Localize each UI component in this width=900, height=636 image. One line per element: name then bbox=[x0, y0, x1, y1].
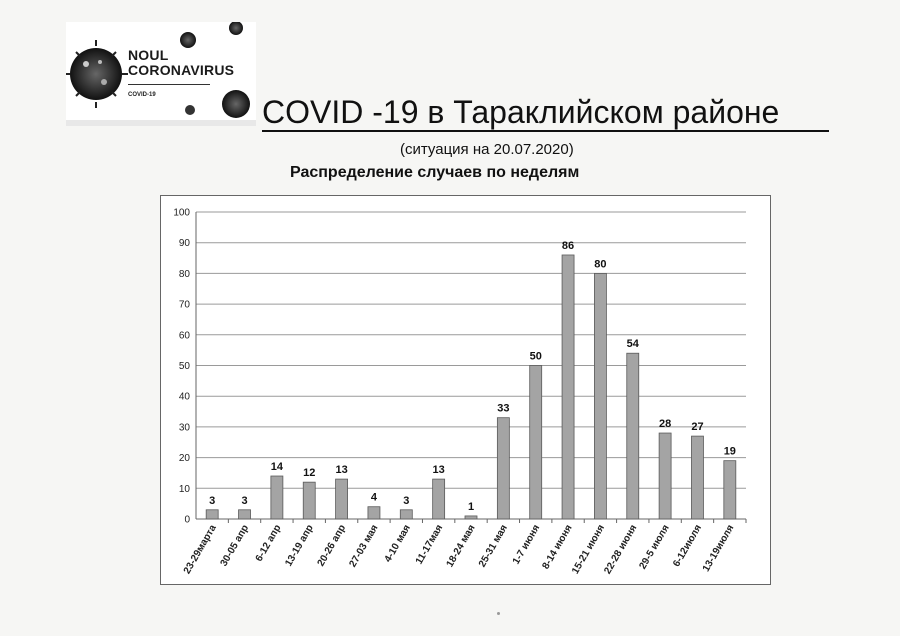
x-tick-label: 1-7 июня bbox=[510, 523, 543, 567]
chart-title: Распределение случаев по неделям bbox=[290, 164, 580, 181]
y-tick-label: 70 bbox=[178, 299, 190, 311]
bar bbox=[530, 366, 542, 520]
data-label: 4 bbox=[370, 491, 378, 504]
x-tick-label: 13-19 апр bbox=[283, 523, 316, 569]
x-tick-label: 22-28 июня bbox=[602, 523, 640, 577]
logo-title bbox=[128, 48, 234, 78]
data-label: 3 bbox=[209, 494, 216, 507]
scan-speck bbox=[497, 612, 500, 615]
data-label: 14 bbox=[270, 461, 284, 474]
x-tick-label: 29-5 июля bbox=[637, 523, 672, 572]
title-underline bbox=[262, 130, 829, 132]
y-tick-label: 100 bbox=[173, 207, 190, 219]
data-label: 86 bbox=[561, 239, 575, 252]
x-tick-label: 27-03 мая bbox=[347, 523, 381, 570]
x-tick-label: 4-10 мая bbox=[382, 523, 413, 565]
bar bbox=[724, 461, 736, 519]
data-label: 19 bbox=[723, 445, 736, 458]
chart-area bbox=[160, 195, 771, 585]
bar bbox=[594, 273, 606, 519]
bar bbox=[465, 516, 477, 519]
x-tick-label: 15-21 июня bbox=[570, 523, 608, 577]
bar bbox=[400, 510, 412, 519]
bar-chart bbox=[161, 196, 770, 584]
y-tick-label: 40 bbox=[178, 391, 190, 403]
noul-coronavirus-logo bbox=[66, 22, 256, 126]
logo-subtitle: COVID-19 bbox=[128, 92, 156, 98]
bar bbox=[336, 479, 348, 519]
y-tick-label: 10 bbox=[178, 483, 190, 495]
bar bbox=[368, 507, 380, 519]
bar bbox=[433, 479, 445, 519]
logo-divider bbox=[128, 84, 210, 85]
data-label: 1 bbox=[467, 500, 475, 513]
data-label: 27 bbox=[691, 421, 704, 434]
data-label: 28 bbox=[658, 418, 672, 431]
bar bbox=[497, 418, 509, 519]
data-label: 13 bbox=[335, 464, 348, 477]
y-tick-label: 20 bbox=[178, 453, 190, 465]
bar bbox=[303, 482, 315, 519]
data-label: 50 bbox=[529, 350, 542, 363]
data-label: 54 bbox=[626, 338, 639, 351]
x-tick-label: 30-05 апр bbox=[218, 523, 252, 569]
bar bbox=[627, 353, 639, 519]
data-label: 12 bbox=[303, 467, 316, 480]
bar bbox=[271, 476, 283, 519]
bar bbox=[691, 436, 703, 519]
data-label: 80 bbox=[594, 258, 607, 271]
y-tick-label: 50 bbox=[178, 361, 190, 372]
data-label: 13 bbox=[432, 464, 445, 477]
y-tick-label: 60 bbox=[178, 330, 190, 342]
bar bbox=[659, 433, 671, 519]
data-label: 33 bbox=[497, 402, 510, 415]
bar bbox=[562, 255, 574, 519]
x-tick-label: 23-29марта bbox=[181, 523, 219, 576]
bar bbox=[206, 510, 218, 519]
logo-line1: NOUL bbox=[128, 47, 169, 63]
x-tick-label: 18-24 мая bbox=[444, 523, 478, 570]
bar bbox=[239, 510, 251, 519]
x-tick-label: 11-17мая bbox=[413, 523, 446, 567]
y-tick-label: 90 bbox=[178, 238, 190, 250]
data-label: 3 bbox=[241, 494, 248, 507]
x-tick-label: 8-14 июня bbox=[540, 523, 575, 572]
y-tick-label: 80 bbox=[178, 268, 190, 280]
y-tick-label: 30 bbox=[178, 422, 190, 434]
x-tick-label: 6-12июля bbox=[671, 523, 705, 569]
logo-line2: CORONAVIRUS bbox=[128, 62, 235, 78]
y-tick-label: 0 bbox=[184, 514, 190, 526]
x-tick-label: 25-31 мая bbox=[476, 523, 510, 570]
data-label: 3 bbox=[403, 494, 410, 507]
x-tick-label: 13-19июля bbox=[700, 523, 737, 574]
virus-icon-small-top bbox=[180, 22, 243, 48]
virus-icon-right bbox=[185, 90, 250, 118]
x-tick-label: 20-26 апр bbox=[315, 523, 349, 569]
page-title: COVID -19 в Тараклийском районе bbox=[262, 94, 780, 130]
page-subtitle: (ситуация на 20.07.2020) bbox=[400, 141, 574, 158]
virus-icon-large bbox=[66, 40, 128, 108]
x-tick-label: 6-12 апр bbox=[253, 523, 284, 564]
